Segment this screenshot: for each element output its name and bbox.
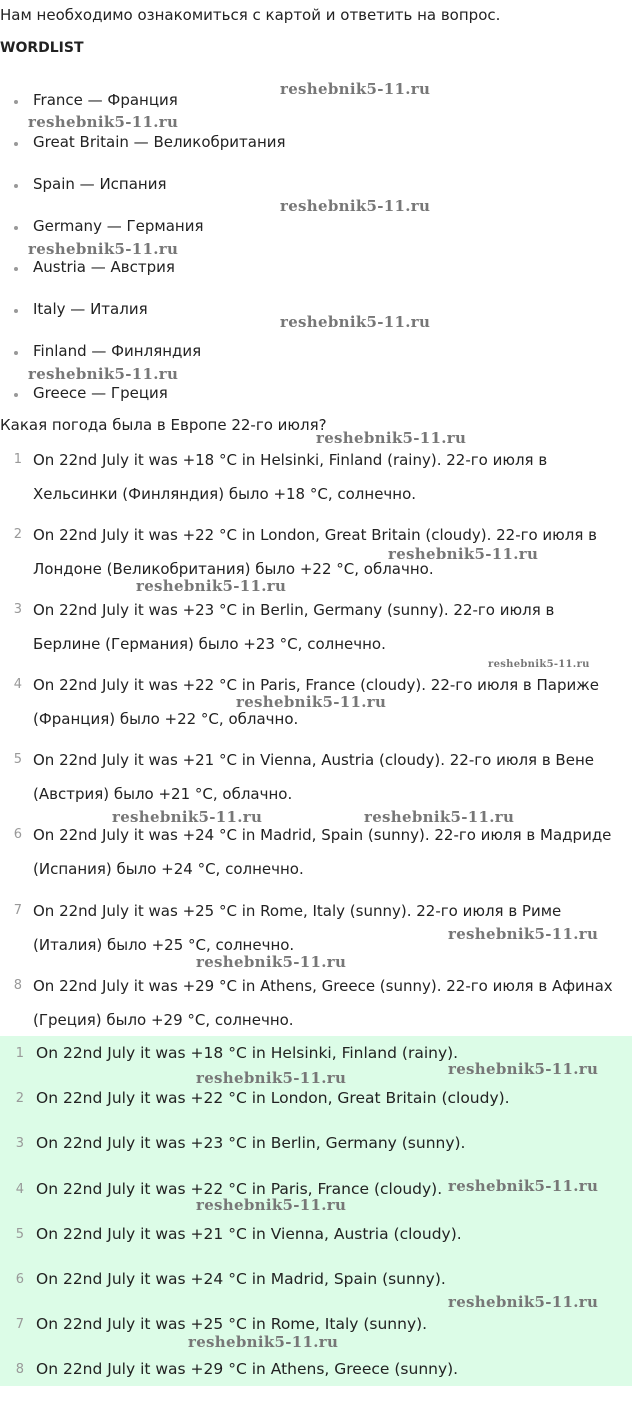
item-number: 1 <box>13 452 22 467</box>
watermark: reshebnik5-11.ru <box>136 577 287 595</box>
item-text: On 22nd July it was +22 °C in Paris, France (cloudy). 22-го июля в Париже (Франция) было +22 °C, облачно. <box>33 676 599 728</box>
watermark: reshebnik5-11.ru <box>196 1196 347 1214</box>
answer-text: On 22nd July it was +22 °C in London, Great Britain (cloudy). <box>36 1089 510 1107</box>
answer-number: 3 <box>15 1136 24 1151</box>
answer-number: 1 <box>15 1046 24 1061</box>
watermark: reshebnik5-11.ru <box>112 808 263 826</box>
watermark: reshebnik5-11.ru <box>448 1293 599 1311</box>
item-text: On 22nd July it was +18 °C in Helsinki, Finland (rainy). 22-го июля в Хельсинки (Финляндия) было +18 °C, солнечно. <box>33 451 548 503</box>
watermark: reshebnik5-11.ru <box>280 80 431 98</box>
answer-text: On 22nd July it was +25 °C in Rome, Italy (sunny). <box>36 1315 428 1333</box>
wordlist-item: Germany — Германия <box>14 217 184 235</box>
watermark: reshebnik5-11.ru <box>236 693 387 711</box>
watermark: reshebnik5-11.ru <box>448 1060 599 1078</box>
answer-number: 2 <box>15 1091 24 1106</box>
item-text: On 22nd July it was +23 °C in Berlin, Germany (sunny). 22-го июля в Берлине (Германия) было +23 °C, солнечно. <box>33 601 555 653</box>
item-text: On 22nd July it was +24 °C in Madrid, Spain (sunny). 22-го июля в Мадриде (Испания) было +24 °C, солнечно. <box>33 826 612 878</box>
watermark: reshebnik5-11.ru <box>488 659 590 670</box>
answer-number: 6 <box>15 1272 24 1287</box>
intro-text: Нам необходимо ознакомиться с картой и ответить на вопрос. <box>0 6 501 24</box>
item-number: 8 <box>13 978 22 993</box>
wordlist-item: Spain — Испания <box>14 175 148 193</box>
answer-text: On 22nd July it was +18 °C in Helsinki, Finland (rainy). <box>36 1044 459 1062</box>
watermark: reshebnik5-11.ru <box>448 1177 599 1195</box>
wordlist-item: Great Britain — Великобритания <box>14 133 267 151</box>
wordlist-item: Finland — Финляндия <box>14 342 182 360</box>
watermark: reshebnik5-11.ru <box>196 1069 347 1087</box>
watermark: reshebnik5-11.ru <box>280 197 431 215</box>
watermark: reshebnik5-11.ru <box>280 313 431 331</box>
answer-text: On 22nd July it was +24 °C in Madrid, Spain (sunny). <box>36 1270 446 1288</box>
item-number: 3 <box>13 602 22 617</box>
item-text: On 22nd July it was +22 °C in London, Great Britain (cloudy). 22-го июля в Лондоне (Великобритания) было +22 °C, облачно. <box>33 526 598 578</box>
question: Какая погода была в Европе 22-го июля? <box>0 416 327 434</box>
item-text: On 22nd July it was +25 °C in Rome, Italy (sunny). 22-го июля в Риме (Италия) было +25 °C, солнечно. <box>33 902 562 954</box>
wordlist-item: France — Франция <box>14 91 159 109</box>
item-number: 7 <box>13 903 22 918</box>
watermark: reshebnik5-11.ru <box>364 808 515 826</box>
item-number: 2 <box>13 527 22 542</box>
item-text: On 22nd July it was +29 °C in Athens, Greece (sunny). 22-го июля в Афинах (Греция) было +29 °C, солнечно. <box>33 977 613 1029</box>
wordlist-item: Italy — Италия <box>14 300 129 318</box>
watermark: reshebnik5-11.ru <box>316 429 467 447</box>
answer-number: 5 <box>15 1227 24 1242</box>
watermark: reshebnik5-11.ru <box>28 240 179 258</box>
item-number: 6 <box>13 827 22 842</box>
wordlist-item: Greece — Греция <box>14 384 149 402</box>
answer-text: On 22nd July it was +23 °C in Berlin, Germany (sunny). <box>36 1134 466 1152</box>
wordlist-title: WORDLIST <box>0 40 84 56</box>
answer-number: 4 <box>15 1182 24 1197</box>
watermark: reshebnik5-11.ru <box>28 113 179 131</box>
item-text: On 22nd July it was +21 °C in Vienna, Austria (cloudy). 22-го июля в Вене (Австрия) было +21 °C, облачно. <box>33 751 594 803</box>
watermark: reshebnik5-11.ru <box>448 925 599 943</box>
watermark: reshebnik5-11.ru <box>28 365 179 383</box>
answer-text: On 22nd July it was +21 °C in Vienna, Austria (cloudy). <box>36 1225 462 1243</box>
watermark: reshebnik5-11.ru <box>188 1333 339 1351</box>
item-number: 4 <box>13 677 22 692</box>
answer-text: On 22nd July it was +29 °C in Athens, Greece (sunny). <box>36 1360 459 1378</box>
item-number: 5 <box>13 752 22 767</box>
wordlist-item: Austria — Австрия <box>14 258 156 276</box>
watermark: reshebnik5-11.ru <box>388 545 539 563</box>
answer-number: 7 <box>15 1317 24 1332</box>
watermark: reshebnik5-11.ru <box>196 953 347 971</box>
answer-text: On 22nd July it was +22 °C in Paris, France (cloudy). <box>36 1180 443 1198</box>
answer-number: 8 <box>15 1362 24 1377</box>
